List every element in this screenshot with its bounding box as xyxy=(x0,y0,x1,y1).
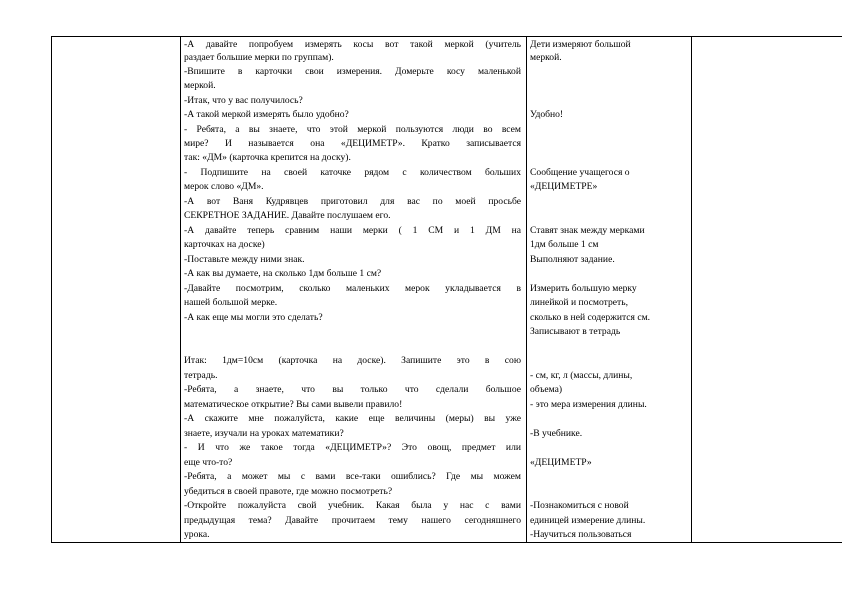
teacher-line: -Откройте пожалуйста свой учебник. Какая была у нас с вами xyxy=(184,500,521,511)
teacher-activity-cell xyxy=(181,37,527,543)
student-line: Ставят знак между мерками xyxy=(530,225,645,236)
teacher-line: тетрадь. xyxy=(184,370,218,381)
teacher-line: -А давайте попробуем измерять косы вот такой меркой (учитель xyxy=(184,39,521,50)
student-line: меркой. xyxy=(530,52,562,63)
student-line: Измерить большую мерку xyxy=(530,283,637,294)
student-line: Выполняют задание. xyxy=(530,254,615,265)
lesson-table xyxy=(51,36,842,543)
teacher-line: -Итак, что у вас получилось? xyxy=(184,95,303,106)
student-line: -Познакомиться с новой xyxy=(530,500,629,511)
teacher-line: -А как вы думаете, на сколько 1дм больше 1 см? xyxy=(184,268,382,279)
teacher-line: меркой. xyxy=(184,80,216,91)
teacher-line: СЕКРЕТНОЕ ЗАДАНИЕ. Давайте послушаем его. xyxy=(184,210,391,221)
teacher-line: еще что-то? xyxy=(184,457,233,468)
student-line: «ДЕЦИМЕТР» xyxy=(530,457,592,468)
teacher-line: -А давайте теперь сравним наши мерки ( 1 СМ и 1 ДМ на xyxy=(184,225,521,236)
teacher-line: -А вот Ваня Кудрявцев приготовил для вас по моей просьбе xyxy=(184,196,521,207)
student-line: «ДЕЦИМЕТРЕ» xyxy=(530,181,598,192)
teacher-line: -Ребята, а знаете, что вы только что сделали большое xyxy=(184,384,521,395)
teacher-line: Итак: 1дм=10см (карточка на доске). Запишите это в сою xyxy=(184,355,521,366)
student-line: линейкой и посмотреть, xyxy=(530,297,628,308)
teacher-line: - И что же такое тогда «ДЕЦИМЕТР»? Это овощ, предмет или xyxy=(184,442,521,453)
teacher-line: -А как еще мы могли это сделать? xyxy=(184,312,323,323)
student-line: -В учебнике. xyxy=(530,428,583,439)
teacher-line: мерок слово «ДМ». xyxy=(184,181,264,192)
teacher-line: урока. xyxy=(184,529,210,540)
teacher-line: - Ребята, а вы знаете, что этой меркой пользуются люди во всем xyxy=(184,124,521,135)
student-line: сколько в ней содержится см. xyxy=(530,312,651,323)
teacher-line: -А скажите мне пожалуйста, какие еще величины (меры) вы уже xyxy=(184,413,521,424)
student-line: -Научиться пользоваться xyxy=(530,529,632,540)
teacher-line: -Давайте посмотрим, сколько маленьких мерок укладывается в xyxy=(184,283,521,294)
teacher-line: - Подпишите на своей каточке рядом с количеством больших xyxy=(184,167,521,178)
teacher-line: раздает большие мерки по группам). xyxy=(184,52,334,63)
student-line: Удобно! xyxy=(530,109,564,120)
student-activity-cell xyxy=(527,37,692,543)
student-line: 1дм больше 1 см xyxy=(530,239,599,250)
student-line: единицей измерение длины. xyxy=(530,515,646,526)
student-line: Сообщение учащегося о xyxy=(530,167,630,178)
student-line: Дети измеряют большой xyxy=(530,39,631,50)
teacher-line: знаете, изучали на уроках математики? xyxy=(184,428,344,439)
table-row xyxy=(52,37,842,543)
teacher-line: -Ребята, а может мы с вами все-таки ошиблись? Где мы можем xyxy=(184,471,521,482)
teacher-line: -Поставьте между ними знак. xyxy=(184,254,305,265)
student-line: - см, кг, л (массы, длины, xyxy=(530,370,633,381)
notes-cell xyxy=(692,37,842,543)
student-line: Записывают в тетрадь xyxy=(530,326,621,337)
teacher-line: -Впишите в карточки свои измерения. Домерьте косу маленькой xyxy=(184,66,521,77)
teacher-line: математическое открытие? Вы сами вывели правило! xyxy=(184,399,403,410)
stage-cell xyxy=(52,37,181,543)
teacher-line: предыдущая тема? Давайте прочитаем тему нашего сегодняшнего xyxy=(184,515,521,526)
teacher-line: так: «ДМ» (карточка крепится на доску). xyxy=(184,152,351,163)
student-line: объема) xyxy=(530,384,563,395)
teacher-line: карточках на доске) xyxy=(184,239,265,250)
teacher-line: нашей большой мерке. xyxy=(184,297,278,308)
teacher-line: -А такой меркой измерять было удобно? xyxy=(184,109,349,120)
student-line: - это мера измерения длины. xyxy=(530,399,647,410)
teacher-line: убедиться в своей правоте, где можно посмотреть? xyxy=(184,486,393,497)
teacher-line: мире? И называется она «ДЕЦИМЕТР». Кратко записывается xyxy=(184,138,521,149)
